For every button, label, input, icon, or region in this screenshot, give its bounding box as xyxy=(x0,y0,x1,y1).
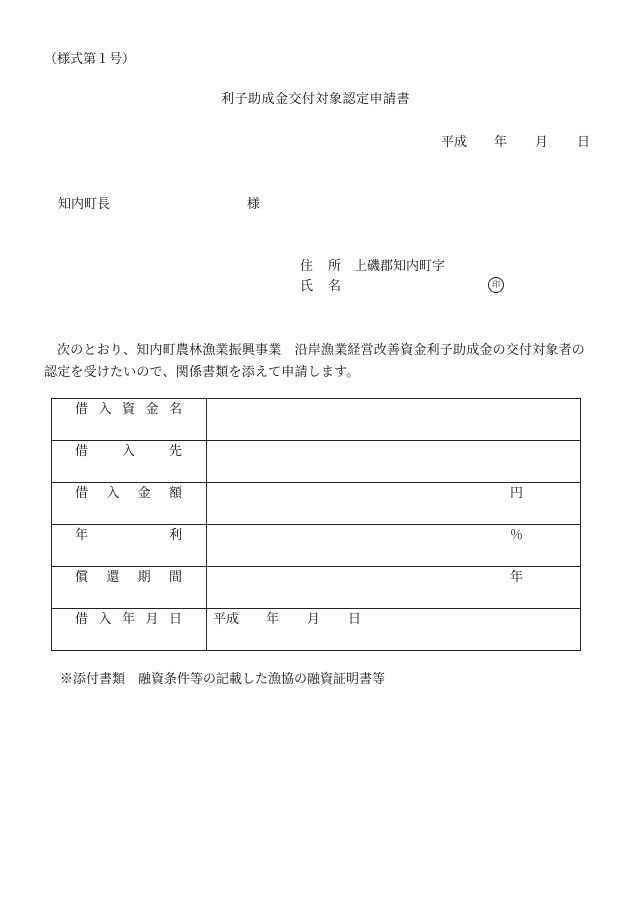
row-label-loan-amount: 借 入 金 額 xyxy=(75,486,182,501)
loan-amount-field[interactable] xyxy=(207,483,581,525)
row-label-loan-date: 借 入 年 月 日 xyxy=(75,612,182,627)
address-label: 住 所 xyxy=(300,259,343,274)
date-day-label: 日 xyxy=(577,135,591,150)
loan-date-era: 平成 xyxy=(213,612,240,627)
unit-percent: ％ xyxy=(510,528,524,543)
row-label-annual-rate: 年 利 xyxy=(75,528,182,543)
document-title: 利子助成金交付対象認定申請書 xyxy=(221,92,411,107)
seal-mark: 印 xyxy=(488,277,504,293)
table-row xyxy=(52,525,581,567)
loan-date-year-label: 年 xyxy=(266,612,280,627)
table-row xyxy=(52,567,581,609)
application-statement: 次のとおり、知内町農林漁業振興事業 沿岸漁業経営改善資金利子助成金の交付対象者の認定を受けたいので、関係書類を添えて申請します。 xyxy=(44,343,586,380)
table-row xyxy=(52,441,581,483)
label-cell xyxy=(52,441,207,483)
lender-field[interactable] xyxy=(207,441,581,483)
table-row xyxy=(52,609,581,651)
row-label-lender: 借 入 先 xyxy=(75,444,182,459)
row-label-loan-name: 借 入 資 金 名 xyxy=(75,402,182,417)
table-row xyxy=(52,399,581,441)
date-month-label: 月 xyxy=(535,135,549,150)
application-details-table xyxy=(51,398,581,651)
row-label-repayment-period: 償 還 期 間 xyxy=(75,570,182,585)
annual-rate-field[interactable] xyxy=(207,525,581,567)
loan-name-field[interactable] xyxy=(207,399,581,441)
label-cell xyxy=(52,609,207,651)
loan-date-field[interactable] xyxy=(207,609,581,651)
address-value: 上磯郡知内町字 xyxy=(354,259,446,274)
unit-year: 年 xyxy=(510,570,524,585)
date-era: 平成 xyxy=(441,135,468,150)
repayment-period-field[interactable] xyxy=(207,567,581,609)
label-cell xyxy=(52,567,207,609)
label-cell xyxy=(52,399,207,441)
table-row xyxy=(52,483,581,525)
name-label: 氏 名 xyxy=(300,279,343,294)
attachment-note: ※添付書類 融資条件等の記載した漁協の融資証明書等 xyxy=(60,672,386,687)
unit-yen: 円 xyxy=(510,486,524,501)
label-cell xyxy=(52,525,207,567)
loan-date-day-label: 日 xyxy=(348,612,362,627)
date-year-label: 年 xyxy=(494,135,508,150)
label-cell xyxy=(52,483,207,525)
loan-date-month-label: 月 xyxy=(307,612,321,627)
addressee-name: 知内町長 xyxy=(58,197,111,212)
form-number: （様式第１号） xyxy=(44,52,136,67)
addressee-honorific: 様 xyxy=(247,197,261,212)
